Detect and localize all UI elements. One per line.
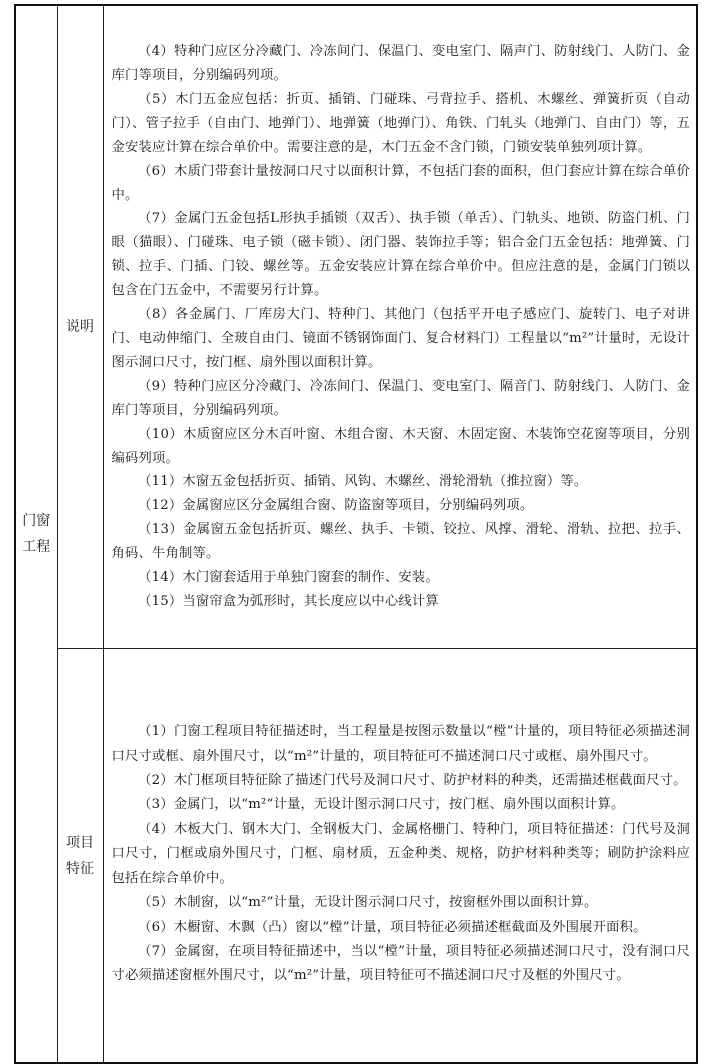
section-content-features xyxy=(103,649,697,1064)
section-label-cell xyxy=(57,649,103,1064)
paragraph: （7）金属窗，在项目特征描述中，当以“樘”计量，项目特征必须描述洞口尺寸，没有洞口尺寸必须描述窗框外围尺寸，以“m²”计量，项目特征可不描述洞口尺寸及框的外围尺寸。 xyxy=(111,943,690,984)
paragraph: （10）木质窗应区分木百叶窗、木组合窗、木天窗、木固定窗、木装饰空花窗等项目，分别编码列项。 xyxy=(111,426,690,466)
paragraph: （5）木制窗，以“m²”计量，无设计图示洞口尺寸，按窗框外围以面积计算。 xyxy=(138,895,598,911)
paragraph: （13）金属窗五金包括折页、螺丝、执手、卡锁、铰拉、风撑、滑轮、滑轨、拉把、拉手、角码、牛角制等。 xyxy=(111,522,690,562)
paragraph: （8）各金属门、厂库房大门、特种门、其他门（包括平开电子感应门、旋转门、电子对讲门、电动伸缩门、全玻自由门、镜面不锈钢饰面门、复合材料门）工程量以“m²”计量时，无设计图示洞口尺寸，按门框、扇外围以面积计算。 xyxy=(111,307,690,370)
paragraph: （7）金属门五金包括L形执手插锁（双舌）、执手锁（单舌）、门轨头、地锁、防盗门机、门眼（猫眼）、门碰珠、电子锁（磁卡锁）、闭门器、装饰拉手等；铝合金门五金包括：地弹簧、门锁、拉手、门插、门铰、螺丝等。五金安装应计算在综合单价中。但应注意的是，金属门门锁以包含在门五金中，不需要另行计算。 xyxy=(111,211,690,299)
paragraph: （1）门窗工程项目特征描述时，当工程量是按图示数量以“樘”计量的，项目特征必须描述洞口尺寸或框、扇外围尺寸，以“m²”计量的，项目特征可不描述洞口尺寸或框、扇外围尺寸。 xyxy=(111,724,690,764)
paragraph: （14）木门窗套适用于单独门窗套的制作、安装。 xyxy=(138,570,439,586)
paragraph: （4）木板大门、钢木大门、全钢板大门、金属格栅门、特种门，项目特征描述：门代号及洞口尺寸，门框或扇外围尺寸，门框、扇材质，五金种类、规格，防护材料种类等；刷防护涂料应包括在综合单价中。 xyxy=(111,821,690,886)
paragraph: （12）金属窗应区分金属组合窗、防盗窗等项目，分别编码列项。 xyxy=(138,498,534,514)
paragraph: （4）特种门应区分冷藏门、冷冻间门、保温门、变电室门、隔声门、防射线门、人防门、金库门等项目，分别编码列项。 xyxy=(111,44,690,84)
paragraph: （6）木橱窗、木飘（凸）窗以“樘”计量，项目特征必须描述框截面及外围展开面积。 xyxy=(138,919,647,935)
table-row xyxy=(15,649,697,1064)
spec-table-frame xyxy=(14,4,696,1041)
paragraph: （15）当窗帘盒为弧形时，其长度应以中心线计算 xyxy=(138,593,439,609)
category-cell xyxy=(15,5,57,1063)
table-row xyxy=(15,5,697,649)
paragraph: （11）木窗五金包括折页、插销、风钩、木螺丝、滑轮滑轨（推拉窗）等。 xyxy=(138,474,588,490)
paragraph: （3）金属门，以“m²”计量，无设计图示洞口尺寸，按门框、扇外围以面积计算。 xyxy=(138,797,625,813)
section-label-cell xyxy=(57,5,103,649)
paragraph: （2）木门框项目特征除了描述门代号及洞口尺寸、防护材料的种类，还需描述框截面尺寸。 xyxy=(138,773,687,789)
section-label-explanation: 说明 xyxy=(66,319,94,335)
spec-table xyxy=(14,4,698,1064)
paragraph: （5）木门五金应包括：折页、插销、门碰珠、弓背拉手、搭机、木螺丝、弹簧折页（自动门）、管子拉手（自由门、地弹门）、地弹簧（地弹门）、角铁、门轧头（地弹门、自由门）等，五金安装应计算在综合单价中。需要注意的是，木门五金不含门锁，门锁安装单独列项计算。 xyxy=(111,91,690,155)
category-label: 门窗工程 xyxy=(22,513,51,555)
paragraph: （9）特种门应区分冷藏门、冷冻间门、保温门、变电室门、隔音门、防射线门、人防门、金库门等项目，分别编码列项。 xyxy=(111,378,690,418)
paragraph: （6）木质门带套计量按洞口尺寸以面积计算，不包括门套的面积，但门套应计算在综合单价中。 xyxy=(111,163,690,203)
section-content-explanation xyxy=(103,5,697,649)
section-label-features: 项目特征 xyxy=(66,834,94,877)
